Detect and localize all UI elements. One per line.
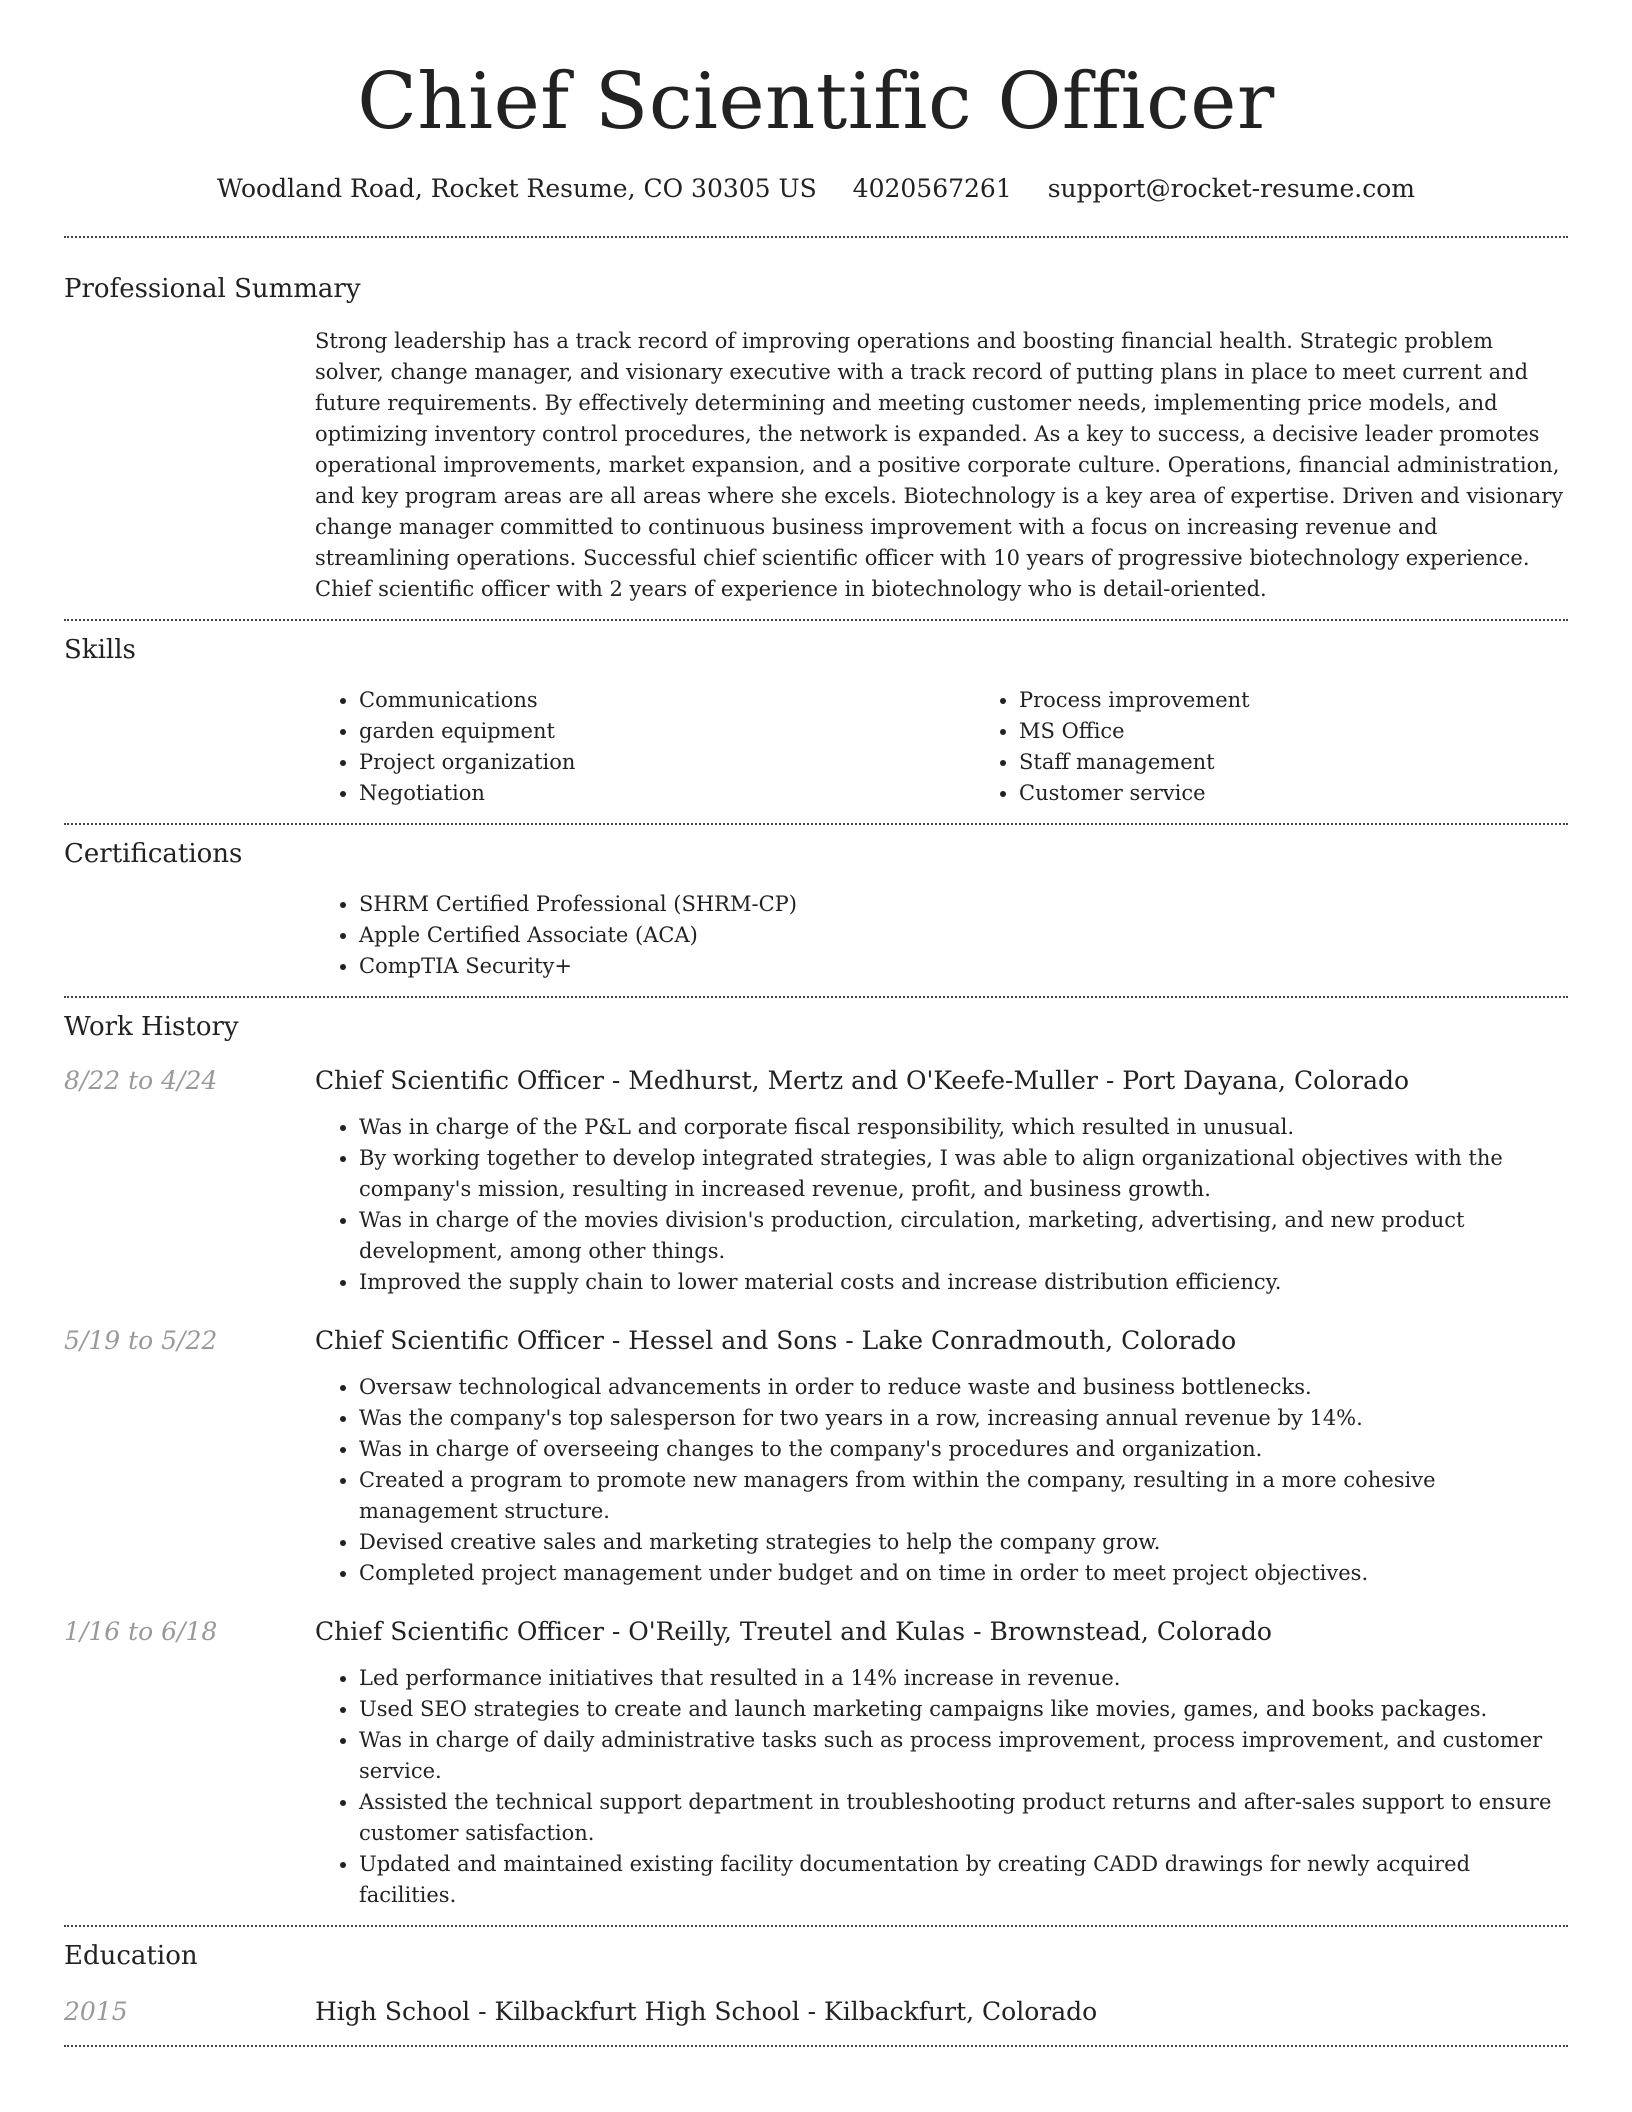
skill-item: • Customer service <box>1019 778 1632 809</box>
contact-email: support@rocket-resume.com <box>1047 174 1415 203</box>
job-bullet: • Assisted the technical support department in troubleshooting product returns and after-sales support to ensure customer satisfaction. <box>359 1787 1568 1849</box>
job-entry <box>64 1615 1568 1911</box>
certification-item: • SHRM Certified Professional (SHRM-CP) <box>359 889 1568 920</box>
skill-item: • MS Office <box>1019 716 1632 747</box>
job-bullet: • Updated and maintained existing facility documentation by creating CADD drawings for newly acquired facilities. <box>359 1849 1568 1911</box>
skill-item: • garden equipment <box>359 716 975 747</box>
job-bullet: • Was in charge of daily administrative tasks such as process improvement, process improvement, and customer service. <box>359 1725 1568 1787</box>
job-bullet: • Devised creative sales and marketing strategies to help the company grow. <box>359 1527 1568 1558</box>
section-title-summary: Professional Summary <box>64 274 361 304</box>
section-title-education: Education <box>64 1941 198 1971</box>
job-entry <box>64 1064 1568 1298</box>
education-year: 2015 <box>64 1997 128 2026</box>
contact-line <box>64 172 1568 206</box>
skills-section <box>64 621 1568 823</box>
job-bullet: • Was in charge of overseeing changes to the company's procedures and organization. <box>359 1434 1568 1465</box>
skill-item: • Process improvement <box>1019 685 1632 716</box>
skill-item: • Project organization <box>359 747 975 778</box>
section-title-skills: Skills <box>64 635 136 665</box>
resume-header <box>64 0 1568 206</box>
job-dates: 8/22 to 4/24 <box>64 1066 218 1095</box>
job-bullet: • Was in charge of the P&L and corporate fiscal responsibility, which resulted in unusual. <box>359 1112 1568 1143</box>
job-bullet: • Used SEO strategies to create and launch marketing campaigns like movies, games, and books packages. <box>359 1694 1568 1725</box>
job-bullet: • Was in charge of the movies division's production, circulation, marketing, advertising, and new product development, among other things. <box>359 1205 1568 1267</box>
skills-column-1 <box>315 685 975 809</box>
job-bullet: • Completed project management under budget and on time in order to meet project objectives. <box>359 1558 1568 1589</box>
job-bullet: • By working together to develop integrated strategies, I was able to align organizational objectives with the company's mission, resulting in increased revenue, profit, and business growth. <box>359 1143 1568 1205</box>
section-title-certifications: Certifications <box>64 839 243 869</box>
skills-column-2 <box>975 685 1632 809</box>
certifications-list <box>315 889 1568 982</box>
education-section <box>64 1927 1568 2029</box>
work-history-section <box>64 998 1568 1911</box>
professional-summary-section <box>64 238 1568 619</box>
section-title-work: Work History <box>64 1012 239 1042</box>
job-dates: 5/19 to 5/22 <box>64 1326 218 1355</box>
job-dates: 1/16 to 6/18 <box>64 1617 218 1646</box>
candidate-name: Chief Scientific Officer <box>357 57 1275 147</box>
contact-phone: 4020567261 <box>852 174 1012 203</box>
job-entry <box>64 1324 1568 1589</box>
skill-item: • Negotiation <box>359 778 975 809</box>
job-heading: Chief Scientific Officer - Medhurst, Mertz and O'Keefe-Muller - Port Dayana, Colorado <box>315 1066 1410 1095</box>
contact-address: Woodland Road, Rocket Resume, CO 30305 US <box>216 174 817 203</box>
certification-item: • Apple Certified Associate (ACA) <box>359 920 1568 951</box>
job-bullet: • Created a program to promote new managers from within the company, resulting in a more cohesive management structure. <box>359 1465 1568 1527</box>
job-bullet: • Oversaw technological advancements in order to reduce waste and business bottlenecks. <box>359 1372 1568 1403</box>
job-heading: Chief Scientific Officer - Hessel and Sons - Lake Conradmouth, Colorado <box>315 1326 1237 1355</box>
certification-item: • CompTIA Security+ <box>359 951 1568 982</box>
job-bullets <box>315 1372 1568 1589</box>
skill-item: • Communications <box>359 685 975 716</box>
skills-grid <box>315 685 1632 809</box>
certifications-section <box>64 825 1568 996</box>
job-bullet: • Improved the supply chain to lower material costs and increase distribution efficiency. <box>359 1267 1568 1298</box>
job-bullets <box>315 1112 1568 1298</box>
job-bullet: • Led performance initiatives that resulted in a 14% increase in revenue. <box>359 1663 1568 1694</box>
section-divider <box>64 2045 1568 2047</box>
job-bullet: • Was the company's top salesperson for two years in a row, increasing annual revenue by 14%. <box>359 1403 1568 1434</box>
education-heading: High School - Kilbackfurt High School - Kilbackfurt, Colorado <box>315 1997 1098 2026</box>
skill-item: • Staff management <box>1019 747 1632 778</box>
job-bullets <box>315 1663 1568 1911</box>
job-heading: Chief Scientific Officer - O'Reilly, Treutel and Kulas - Brownstead, Colorado <box>315 1617 1272 1646</box>
summary-text: Strong leadership has a track record of improving operations and boosting financial health. Strategic problem solver, change manager, and visionary executive with a track record of putting plans in place to meet current and future requirements. By effectively determining and meeting customer needs, implementing price models, and optimizing inventory control procedures, the network is expanded. As a key to success, a decisive leader promotes operational improvements, market expansion, and a positive corporate culture. Operations, financial administration, and key program areas are all areas where she excels. Biotechnology is a key area of expertise. Driven and visionary change manager committed to continuous business improvement with a focus on increasing revenue and streamlining operations. Successful chief scientific officer with 10 years of progressive biotechnology experience. Chief scientific officer with 2 years of experience in biotechnology who is detail-oriented. <box>315 329 1564 601</box>
